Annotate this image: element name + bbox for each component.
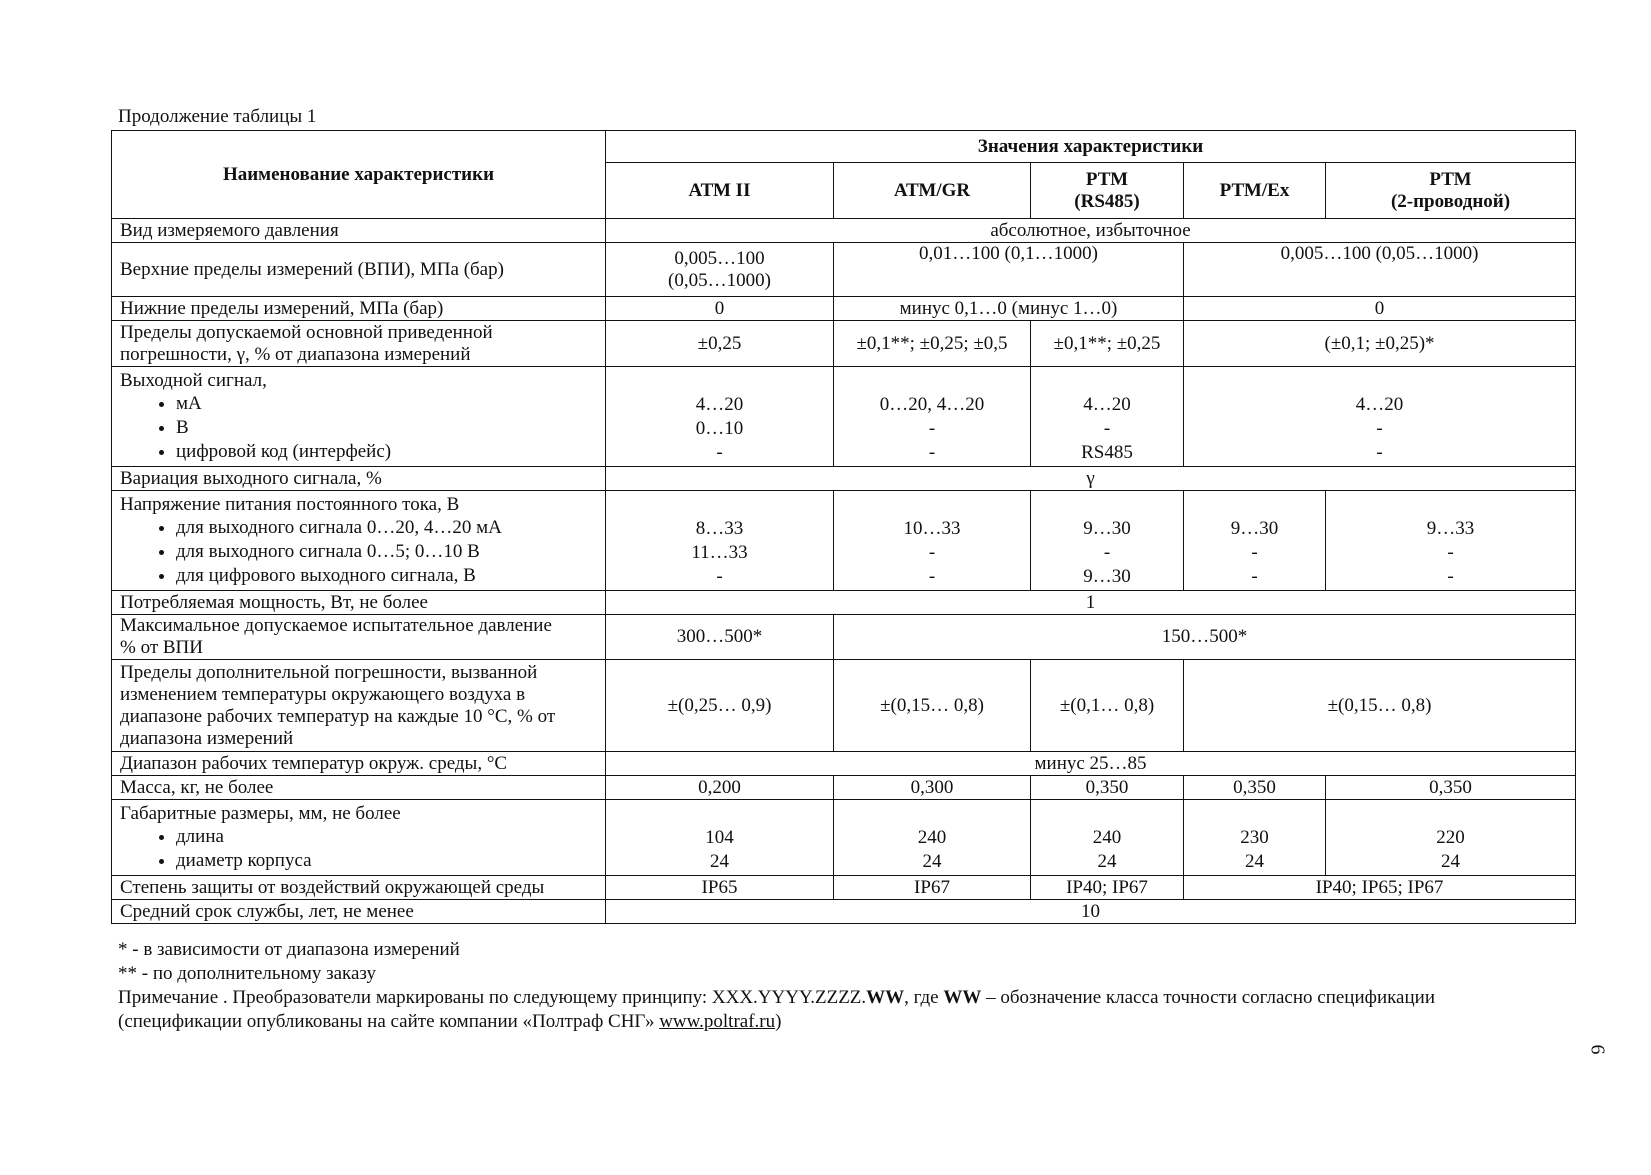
table-row: Масса, кг, не более 0,200 0,300 0,350 0,350 0,350 — [112, 776, 1576, 800]
header-model-rtm2wire: РТМ (2-проводной) — [1326, 163, 1576, 219]
table-row: Средний срок службы, лет, не менее 10 — [112, 900, 1576, 924]
footnotes — [118, 938, 1498, 1034]
table-row: Пределы дополнительной погрешности, вызванной изменением температуры окружающего воздуха в диапазоне рабочих температур на каждые 10 °С, % от диапазона измерений ±(0,25… 0,9) ±(0,15… 0,8) ±(0,1… 0,8) ±(0,15… 0,8) — [112, 660, 1576, 752]
table-row: Напряжение питания постоянного тока, В • для выходного сигнала 0…20, 4…20 мА • для выходного сигнала 0…5; 0…10 В • для цифрового выходного сигнала, В 8…33 11…33 - 10…33 - - 9…30 - 9…30 9…30 - - 9…33 - - — [112, 491, 1576, 591]
table-row: Вид измеряемого давления абсолютное, избыточное — [112, 219, 1576, 243]
header-model-rtmex: РТМ/Ex — [1184, 163, 1326, 219]
page-number: 6 — [1586, 1044, 1609, 1055]
characteristics-table — [111, 130, 1576, 924]
header-name-column: Наименование характеристики — [112, 131, 606, 219]
table-row: Степень защиты от воздействий окружающей среды IP65 IP67 IP40; IP67 IP40; IP65; IP67 — [112, 876, 1576, 900]
header-model-rtm485: РТМ (RS485) — [1031, 163, 1184, 219]
note: Примечание . Преобразователи маркированы по следующему принципу: XXX.YYYY.ZZZZ.WW, где WW – обозначение класса точности согласно спецификации (спецификации опубликованы на сайте компании «Полтраф СНГ» www.poltraf.ru) — [118, 987, 1435, 1032]
table-row: Выходной сигнал, • мА • В • цифровой код (интерфейс) 4…20 0…10 - 0…20, 4…20 - - 4…20 - RS485 4…20 - - — [112, 367, 1576, 467]
table-caption: Продолжение таблицы 1 — [118, 106, 317, 127]
table-row: Нижние пределы измерений, МПа (бар) 0 минус 0,1…0 (минус 1…0) 0 — [112, 297, 1576, 321]
footnote-1: * - в зависимости от диапазона измерений — [118, 939, 460, 960]
footnote-2: ** - по дополнительному заказу — [118, 963, 377, 984]
header-values-group: Значения характеристики — [606, 131, 1576, 163]
table-row: Диапазон рабочих температур окруж. среды, °С минус 25…85 — [112, 752, 1576, 776]
poltraf-link[interactable]: www.poltraf.ru — [659, 1011, 776, 1032]
header-model-atmgr: АТМ/GR — [834, 163, 1031, 219]
table-row: Максимальное допускаемое испытательное давление % от ВПИ 300…500* 150…500* — [112, 615, 1576, 660]
table-row: Потребляемая мощность, Вт, не более 1 — [112, 591, 1576, 615]
table-row: Габаритные размеры, мм, не более • длина • диаметр корпуса 104 24 240 24 240 24 230 24 220 24 — [112, 800, 1576, 876]
table-row: Пределы допускаемой основной приведенной погрешности, γ, % от диапазона измерений ±0,25 ±0,1**; ±0,25; ±0,5 ±0,1**; ±0,25 (±0,1; ±0,25)* — [112, 321, 1576, 367]
table-row: Вариация выходного сигнала, % γ — [112, 467, 1576, 491]
table-row: Верхние пределы измерений (ВПИ), МПа (бар) 0,005…100 (0,05…1000) 0,01…100 (0,1…1000) 0,005…100 (0,05…1000) — [112, 243, 1576, 297]
header-row-1 — [112, 131, 1576, 163]
header-model-atm2: АТМ II — [606, 163, 834, 219]
